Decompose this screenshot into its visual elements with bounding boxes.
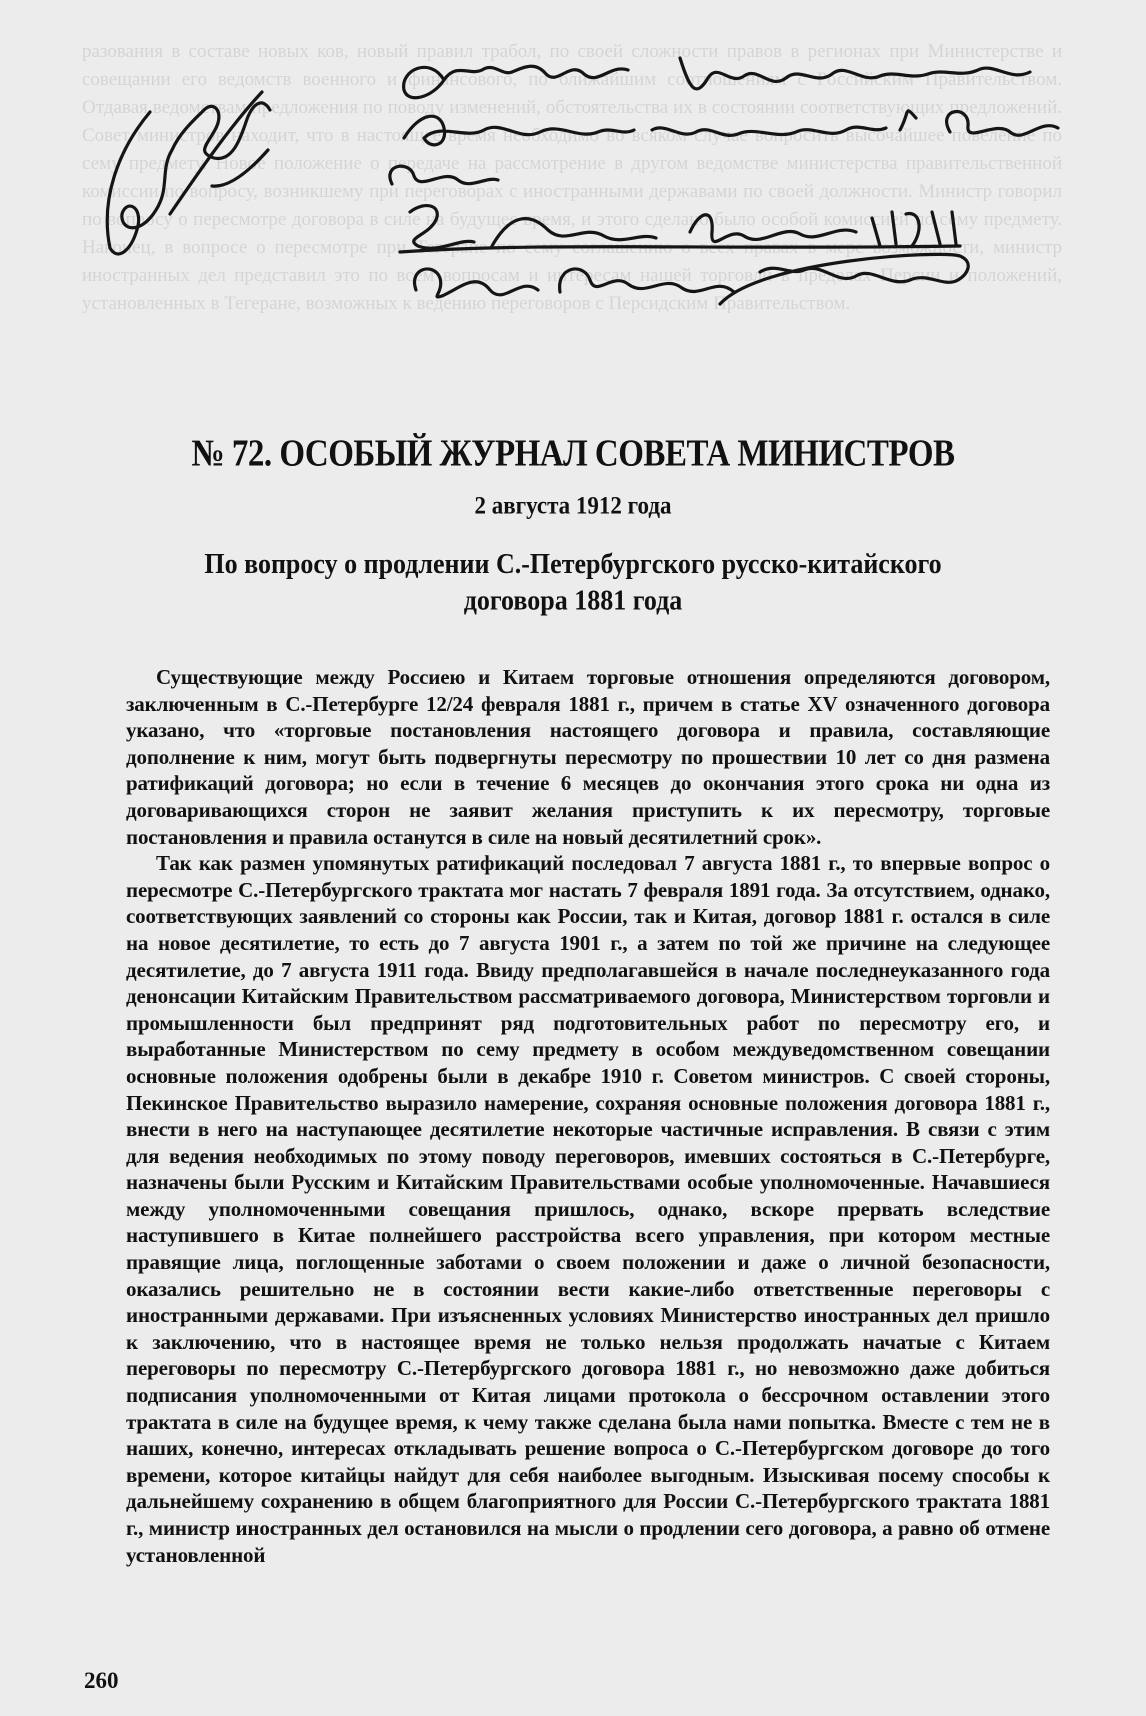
paragraph-2: Так как размен упомянутых ратификаций последовал 7 августа 1881 г., то впервые вопрос о пересмотре С.-Петербургского трактата мог настать 7 февраля 1891 года. За отсутствием, однако, соответствующих заявлений со стороны как России, так и Китая, договор 1881 г. остался в силе на новое десятилетие, то есть до 7 августа 1901 г., а затем по той же причине на следующее десятилетие, до 7 августа 1911 года. Ввиду предполагавшейся в начале последнеуказанного года денонсации Китайским Правительством рассматриваемого договора, Министерством торговли и промышленности был предпринят ряд подготовительных работ по пересмотру его, и выработанные Министерством по сему предмету в особом междуведомственном совещании основные положения одобрены были в декабре 1910 г. Советом министров. С своей стороны, Пекинское Правительство выразило намерение, сохраняя основные положения договора 1881 г., внести в него на наступающее десятилетие некоторые частичные исправления. В связи с этим для ведения необходимых по этому поводу переговоров, имевших состояться в С.-Петербурге, назначены были Русским и Китайским Правительствами особые уполномоченные. Начавшиеся между уполномоченными совещания пришлось, однако, вскоре прервать вследствие наступившего в Китае полнейшего расстройства всего управления, при котором местные правящие лица, поглощенные заботами о своем положении и даже о личной безопасности, оказались решительно не в состоянии вести какие-либо ответственные переговоры с иностранными державами. При изъясненных условиях Министерство иностранных дел пришло к заключению, что в настоящее время не только нельзя продолжать начатые с Китаем переговоры по пересмотру С.-Петербургского договора 1881 г., но невозможно даже добиться подписания уполномоченными от Китая лицами протокола о бессрочном оставлении этого трактата в силе на будущее время, к чему также сделана была нами попытка. Вместе с тем не в наших, конечно, интересах откладывать решение вопроса о С.-Петербургском договоре до того времени, которое китайцы найдут для себя наиболее выгодным. Изыскивая посему способы к дальнейшему сохранению в общем благоприятного для России С.-Петербургского трактата 1881 г., министр иностранных дел остановился на мысли о продлении сего договора, а равно об отмене установленной <box>126 851 1050 1567</box>
bleed-through-text: разования в составе новых ков, новый правил трабол, по своей сложности правов в регионах при Министерстве и совещании его ведомств военного и финансового, по ближайшим соотношениям с Российским Правительством. Отдавая ведомствам предложения по поводу изменений, обстоятельства их в состоянии соответствующих предложений. Совет министров находит, что в настоящее время необходимо во всяком случае вопросить высочайшее повеление по сему предмету. Новое положение о передаче на рассмотрение в другом ведомстве министерства правительственной комиссии по вопросу, возникшему при переговорах с иностранными державами по своей должности. Министр говорил по вопросу о пересмотре договора в силе на будущее время, и этого сделано было особой комиссией по сему предмету. Наконец, в вопросе о пересмотре при Тегеране по сему соглашению о всех правах в мере возможности, министр иностранных дел представил это по всем вопросам и интересам нашей торговли в пределах Персии и положений, установленных в Тегеране, возможных к ведению переговоров с Персидским Правительством. <box>82 41 1062 314</box>
page-number: 260 <box>84 1668 119 1693</box>
paragraph-1: Существующие между Россиею и Китаем торговые отношения определяются договором, заключенным в С.-Петербурге 12/24 февраля 1881 г., причем в статье XV означенного договора указано, что «торговые постановления настоящего договора и правила, составляющие дополнение к ним, могут быть подвергнуты пересмотру по прошествии 10 лет со дня размена ратификаций договора; но если в течение 6 месяцев до окончания этого срока ни одна из договаривающихся сторон не заявит желания приступить к их пересмотру, торговые постановления и правила останутся в силе на новый десятилетний срок». <box>126 665 1050 849</box>
document-title: № 72. ОСОБЫЙ ЖУРНАЛ СОВЕТА МИНИСТРОВ <box>191 433 955 475</box>
handwritten-resolution-drawing <box>0 0 1146 320</box>
subtitle-line-2: договора 1881 года <box>463 584 683 617</box>
subtitle-line-1: По вопросу о продлении С.-Петербургского русско-китайского <box>204 547 942 580</box>
document-body <box>126 664 1050 1568</box>
document-date: 2 августа 1912 года <box>474 491 672 520</box>
document-subtitle <box>0 546 1146 619</box>
handwritten-resolution <box>0 0 1146 320</box>
